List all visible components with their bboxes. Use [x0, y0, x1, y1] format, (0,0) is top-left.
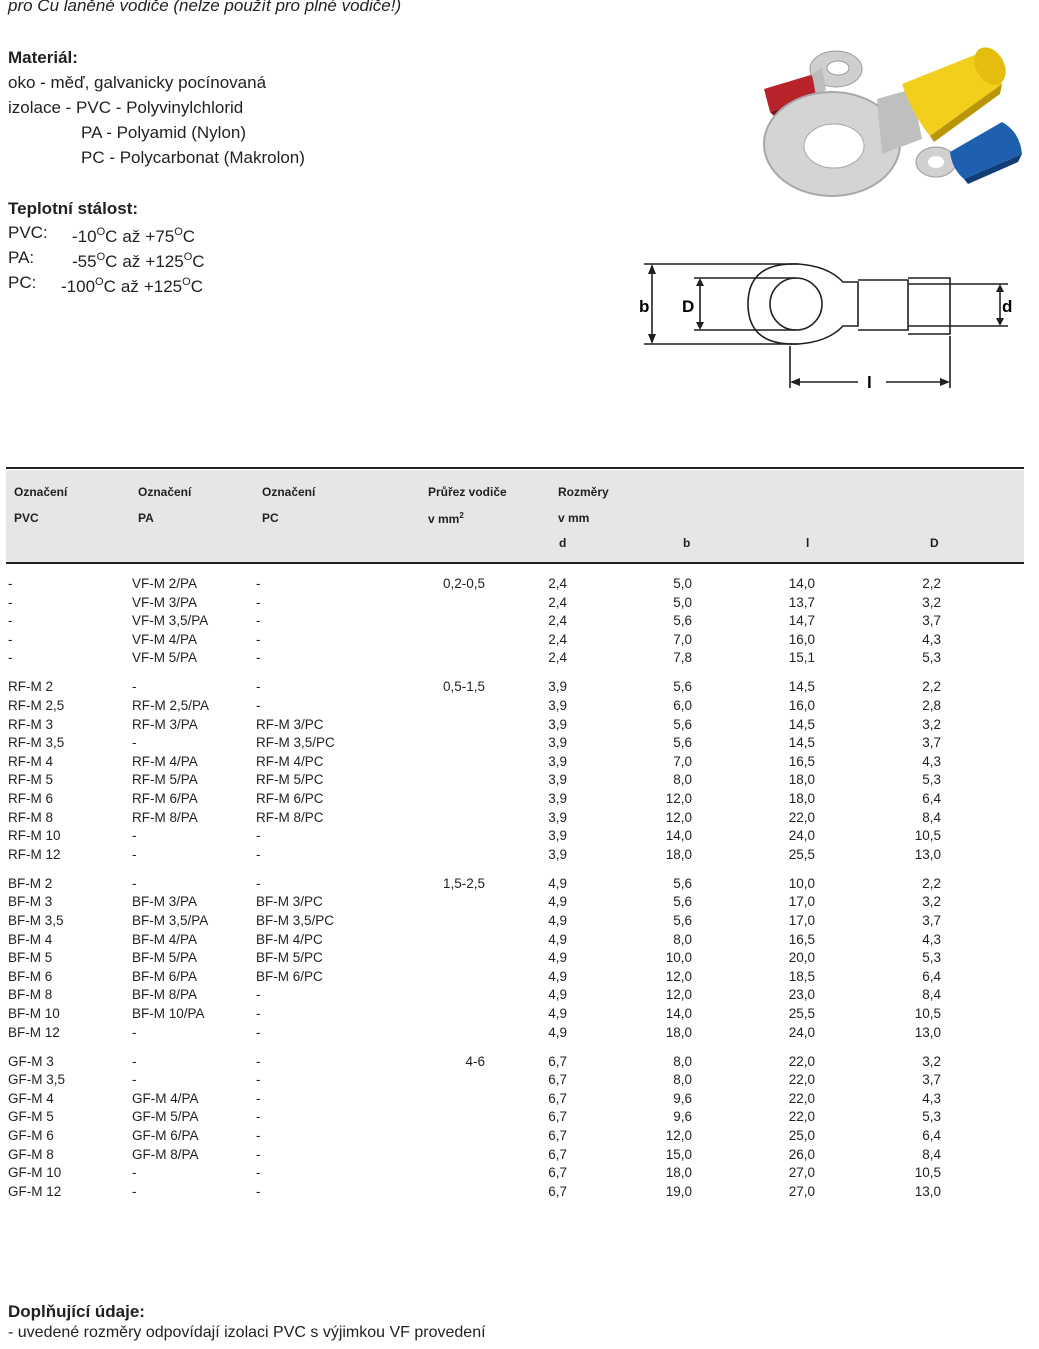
table-cell: 14,5: [788, 716, 815, 732]
table-cell: -: [256, 1053, 261, 1069]
table-cell: -: [256, 875, 261, 891]
table-cell: 27,0: [788, 1183, 815, 1199]
table-cell: BF-M 5/PA: [132, 950, 198, 966]
table-cell: 16,0: [788, 631, 815, 647]
table-cell: 18,0: [665, 1165, 692, 1181]
table-cell: 6,4: [922, 968, 941, 984]
table-cell: 5,3: [922, 772, 941, 788]
table-cell: 2,8: [922, 698, 941, 713]
table-cell: 4,3: [922, 753, 941, 769]
table-cell: 15,0: [665, 1146, 692, 1162]
table-cell: -: [132, 1053, 137, 1069]
table-cell: BF-M 6: [8, 968, 53, 984]
label-d: d: [1002, 297, 1013, 316]
header-pc-2: PC: [262, 511, 279, 525]
table-cell: 14,0: [665, 1006, 692, 1021]
table-cell: 5,0: [673, 594, 692, 610]
table-cell: 3,9: [548, 679, 567, 695]
table-cell: 4,9: [548, 931, 567, 947]
table-cell: 5,3: [922, 950, 941, 966]
footer-note: - uvedené rozměry odpovídají izolaci PVC s výjimkou VF provedení: [8, 1324, 486, 1341]
table-cell: 8,0: [673, 772, 692, 788]
table-cell: 25,5: [788, 1006, 815, 1021]
table-cell: 15,1: [788, 650, 815, 666]
table-cell: GF-M 3: [8, 1053, 54, 1069]
table-cell: 2,4: [548, 613, 567, 629]
table-cell: 27,0: [788, 1165, 815, 1181]
table-cell: 5,6: [673, 735, 692, 751]
table-cell: 6,7: [548, 1109, 567, 1125]
table-cell: RF-M 3,5/PC: [256, 735, 335, 751]
table-cell: 2,2: [922, 576, 941, 591]
table-cell: 8,4: [922, 987, 941, 1003]
header-pvc-2: PVC: [14, 511, 39, 525]
table-cell: VF-M 2/PA: [132, 576, 198, 591]
table-cell: 10,5: [914, 1006, 941, 1021]
table-cell: 5,6: [673, 894, 692, 910]
header-sub-d: d: [559, 536, 567, 550]
table-cell: 23,0: [788, 987, 815, 1003]
table-cell: 22,0: [788, 1109, 815, 1125]
table-cell: 25,5: [788, 846, 815, 862]
table-cell: 13,7: [788, 594, 815, 610]
cross-section-cell: 4-6: [465, 1053, 485, 1069]
table-cell: -: [256, 679, 261, 695]
table-cell: RF-M 4/PA: [132, 753, 198, 769]
table-cell: 3,9: [548, 772, 567, 788]
table-cell: 2,4: [548, 650, 567, 666]
table-cell: 13,0: [914, 1183, 941, 1199]
table-cell: -: [8, 594, 13, 610]
table-cell: 4,9: [548, 894, 567, 910]
table-cell: BF-M 12: [8, 1024, 60, 1040]
material-line: PC - Polycarbonat (Makrolon): [81, 148, 305, 167]
table-cell: 4,9: [548, 1024, 567, 1040]
table-cell: 5,6: [673, 679, 692, 695]
table-cell: -: [256, 1165, 261, 1181]
table-cell: 24,0: [788, 1024, 815, 1040]
table-cell: 4,3: [922, 931, 941, 947]
table-cell: 18,0: [665, 846, 692, 862]
table-cell: 12,0: [665, 1128, 692, 1143]
table-cell: RF-M 4: [8, 753, 53, 769]
table-cell: 18,5: [788, 968, 815, 984]
table-cell: -: [8, 631, 13, 647]
table-cell: -: [8, 613, 13, 629]
header-pvc-1: Označení: [14, 485, 68, 499]
table-cell: BF-M 4/PA: [132, 931, 198, 947]
table-cell: -: [256, 846, 261, 862]
table-cell: RF-M 3/PC: [256, 716, 324, 732]
table-cell: BF-M 6/PC: [256, 968, 323, 984]
table-cell: -: [132, 735, 137, 751]
table-cell: 13,0: [914, 1024, 941, 1040]
table-cell: 6,4: [922, 1128, 941, 1143]
table-cell: BF-M 3: [8, 894, 53, 910]
table-cell: -: [132, 1165, 137, 1181]
table-cell: -: [256, 631, 261, 647]
table-cell: GF-M 5: [8, 1109, 54, 1125]
table-cell: 3,9: [548, 809, 567, 825]
table-cell: RF-M 12: [8, 846, 61, 862]
label-b: b: [639, 297, 650, 316]
table-cell: 3,2: [922, 594, 941, 610]
header-sub-l: l: [806, 536, 810, 550]
material-heading: Materiál:: [8, 48, 78, 67]
table-cell: -: [256, 594, 261, 610]
table-cell: BF-M 3,5/PC: [256, 913, 335, 928]
table-cell: 3,2: [922, 716, 941, 732]
table-cell: 12,0: [665, 968, 692, 984]
table-cell: GF-M 8: [8, 1146, 54, 1162]
table-cell: BF-M 6/PA: [132, 968, 198, 984]
table-cell: 4,9: [548, 1006, 567, 1021]
table-cell: RF-M 6/PC: [256, 791, 324, 806]
table-cell: -: [256, 1128, 261, 1143]
table-cell: RF-M 5: [8, 772, 53, 788]
header-pa-1: Označení: [138, 485, 192, 499]
table-cell: -: [256, 1024, 261, 1040]
table-cell: RF-M 5/PC: [256, 772, 324, 788]
table-cell: 3,9: [548, 846, 567, 862]
table-cell: 3,2: [922, 1053, 941, 1069]
table-cell: 3,9: [548, 735, 567, 751]
table-cell: 3,9: [548, 828, 567, 844]
table-cell: 2,2: [922, 679, 941, 695]
table-cell: 12,0: [665, 791, 692, 806]
table-cell: 2,4: [548, 631, 567, 647]
table-cell: 4,3: [922, 1090, 941, 1106]
table-cell: RF-M 10: [8, 828, 61, 844]
table-cell: BF-M 3,5: [8, 913, 64, 928]
table-cell: 3,9: [548, 791, 567, 806]
table-cell: BF-M 4: [8, 931, 53, 947]
table-cell: -: [256, 576, 261, 591]
table-cell: BF-M 10/PA: [132, 1006, 205, 1021]
header-pa-2: PA: [138, 511, 154, 525]
table-cell: RF-M 5/PA: [132, 772, 198, 788]
table-cell: RF-M 3,5: [8, 735, 65, 751]
table-cell: 5,0: [673, 576, 692, 591]
table-cell: 14,0: [665, 828, 692, 844]
table-cell: 5,3: [922, 650, 941, 666]
table-cell: 6,7: [548, 1183, 567, 1199]
header-cross-1: Průřez vodiče: [428, 485, 507, 499]
table-cell: 6,0: [673, 698, 692, 713]
table-cell: -: [256, 650, 261, 666]
table-cell: 5,6: [673, 913, 692, 928]
table-cell: RF-M 2: [8, 679, 53, 695]
table-cell: 7,8: [673, 650, 692, 666]
table-cell: 4,9: [548, 875, 567, 891]
table-cell: 22,0: [788, 809, 815, 825]
table-cell: 8,0: [673, 1053, 692, 1069]
table-cell: 13,0: [914, 846, 941, 862]
table-cell: 3,2: [922, 894, 941, 910]
temperature-label: PVC:: [8, 223, 48, 242]
table-cell: GF-M 12: [8, 1183, 62, 1199]
table-cell: 16,5: [788, 931, 815, 947]
cross-section-cell: 1,5-2,5: [442, 875, 485, 891]
table-cell: BF-M 3,5/PA: [132, 913, 209, 928]
table-cell: GF-M 10: [8, 1165, 62, 1181]
table-cell: 7,0: [673, 631, 692, 647]
table-cell: GF-M 8/PA: [132, 1146, 199, 1162]
table-cell: 2,2: [922, 875, 941, 891]
table-cell: BF-M 3/PA: [132, 894, 198, 910]
material-line: oko - měď, galvanicky pocínovaná: [8, 73, 267, 92]
table-cell: RF-M 3/PA: [132, 716, 198, 732]
table-cell: 2,4: [548, 576, 567, 591]
table-cell: -: [132, 1072, 137, 1088]
table-cell: -: [256, 698, 261, 713]
table-cell: -: [132, 828, 137, 844]
table-cell: 6,7: [548, 1128, 567, 1143]
label-D: D: [682, 297, 695, 316]
table-cell: 6,7: [548, 1090, 567, 1106]
table-cell: 12,0: [665, 987, 692, 1003]
table-cell: 14,5: [788, 735, 815, 751]
table-cell: -: [256, 1090, 261, 1106]
table-cell: -: [8, 650, 13, 666]
table-cell: -: [132, 679, 137, 695]
table-cell: 5,6: [673, 875, 692, 891]
table-cell: 8,0: [673, 1072, 692, 1088]
table-cell: 8,4: [922, 1146, 941, 1162]
table-cell: GF-M 5/PA: [132, 1109, 199, 1125]
table-cell: 3,7: [922, 1072, 941, 1088]
table-cell: RF-M 8/PA: [132, 809, 198, 825]
table-cell: 4,9: [548, 913, 567, 928]
table-cell: 7,0: [673, 753, 692, 769]
table-cell: BF-M 4/PC: [256, 931, 323, 947]
table-cell: 10,0: [788, 875, 815, 891]
table-cell: GF-M 3,5: [8, 1072, 66, 1088]
table-cell: 8,0: [673, 931, 692, 947]
table-cell: 4,9: [548, 968, 567, 984]
table-cell: 9,6: [673, 1090, 692, 1106]
table-cell: -: [256, 1006, 261, 1021]
table-cell: 3,9: [548, 753, 567, 769]
table-cell: 3,9: [548, 716, 567, 732]
table-cell: 8,4: [922, 809, 941, 825]
header-cross-2: v $mm^2$: [428, 511, 464, 526]
table-cell: BF-M 10: [8, 1006, 60, 1021]
footer-heading: Doplňující údaje:: [8, 1302, 145, 1321]
table-cell: RF-M 8/PC: [256, 809, 324, 825]
table-cell: 9,6: [673, 1109, 692, 1125]
material-line: izolace - PVC - Polyvinylchlorid: [8, 98, 244, 117]
table-cell: -: [132, 875, 137, 891]
table-cell: BF-M 8: [8, 987, 53, 1003]
material-line: PA - Polyamid (Nylon): [81, 123, 247, 142]
table-cell: RF-M 4/PC: [256, 753, 324, 769]
table-cell: 20,0: [788, 950, 815, 966]
table-cell: VF-M 5/PA: [132, 650, 198, 666]
table-cell: GF-M 4/PA: [132, 1090, 199, 1106]
cross-section-cell: 0,2-0,5: [442, 576, 485, 591]
table-cell: VF-M 3/PA: [132, 594, 198, 610]
table-cell: BF-M 5/PC: [256, 950, 323, 966]
table-cell: -: [132, 846, 137, 862]
table-cell: 4,3: [922, 631, 941, 647]
header-pc-1: Označení: [262, 485, 316, 499]
table-cell: 5,6: [673, 613, 692, 629]
table-cell: 4,9: [548, 950, 567, 966]
table-cell: 22,0: [788, 1053, 815, 1069]
table-cell: BF-M 2: [8, 875, 53, 891]
table-cell: 2,4: [548, 594, 567, 610]
table-cell: 18,0: [788, 791, 815, 806]
table-cell: -: [256, 1072, 261, 1088]
table-cell: 24,0: [788, 828, 815, 844]
temperature-range: $-10^OC$ až $+75^OC$: [72, 226, 196, 246]
table-cell: RF-M 2,5: [8, 698, 65, 713]
table-cell: 18,0: [665, 1024, 692, 1040]
table-cell: 22,0: [788, 1072, 815, 1088]
table-cell: 3,7: [922, 913, 941, 928]
table-cell: 6,7: [548, 1053, 567, 1069]
table-cell: RF-M 8: [8, 809, 53, 825]
table-cell: -: [256, 1183, 261, 1199]
table-cell: RF-M 6/PA: [132, 791, 198, 806]
table-cell: 16,0: [788, 698, 815, 713]
header-sub-D: D: [930, 536, 939, 550]
table-cell: -: [132, 1024, 137, 1040]
header-sub-b: b: [683, 536, 691, 550]
table-cell: -: [256, 987, 261, 1003]
table-cell: -: [256, 828, 261, 844]
temperature-range: $-55^OC$ až $+125^OC$: [72, 251, 205, 271]
table-cell: 26,0: [788, 1146, 815, 1162]
table-cell: 14,0: [788, 576, 815, 591]
table-cell: 5,3: [922, 1109, 941, 1125]
table-cell: 14,5: [788, 679, 815, 695]
table-cell: VF-M 3,5/PA: [132, 613, 209, 629]
table-cell: GF-M 6/PA: [132, 1128, 199, 1143]
table-cell: 4,9: [548, 987, 567, 1003]
table-cell: 16,5: [788, 753, 815, 769]
table-cell: 18,0: [788, 772, 815, 788]
table-cell: 3,7: [922, 735, 941, 751]
table-cell: 17,0: [788, 894, 815, 910]
table-cell: -: [256, 1109, 261, 1125]
table-cell: 22,0: [788, 1090, 815, 1106]
table-cell: 10,5: [914, 828, 941, 844]
table-cell: 5,6: [673, 716, 692, 732]
table-cell: 10,0: [665, 950, 692, 966]
temperature-label: PA:: [8, 248, 35, 267]
table-cell: RF-M 2,5/PA: [132, 698, 210, 713]
temperature-label: PC:: [8, 273, 37, 292]
table-cell: RF-M 6: [8, 791, 53, 806]
table-cell: 19,0: [665, 1183, 692, 1199]
table-cell: 17,0: [788, 913, 815, 928]
label-l: l: [867, 373, 872, 392]
table-cell: -: [256, 1146, 261, 1162]
header-dims-1: Rozměry: [558, 485, 609, 499]
temperature-range: $-100^OC$ až $+125^OC$: [61, 276, 203, 296]
table-cell: GF-M 6: [8, 1128, 54, 1143]
table-cell: -: [256, 613, 261, 629]
table-cell: 6,4: [922, 791, 941, 806]
header-dims-2: v mm: [558, 511, 590, 525]
table-cell: 14,7: [788, 613, 815, 629]
cross-section-cell: 0,5-1,5: [442, 679, 485, 695]
table-cell: BF-M 5: [8, 950, 53, 966]
table-cell: -: [132, 1183, 137, 1199]
table-cell: 10,5: [914, 1165, 941, 1181]
table-cell: GF-M 4: [8, 1090, 54, 1106]
intro-text: pro Cu laněné vodiče (nelze použít pro plné vodiče!): [8, 0, 402, 15]
table-cell: BF-M 8/PA: [132, 987, 198, 1003]
table-cell: 6,7: [548, 1072, 567, 1088]
table-cell: VF-M 4/PA: [132, 631, 198, 647]
table-cell: -: [8, 576, 13, 591]
table-cell: 6,7: [548, 1146, 567, 1162]
table-cell: 3,9: [548, 698, 567, 713]
table-cell: 25,0: [788, 1128, 815, 1143]
temperature-heading: Teplotní stálost:: [8, 199, 139, 218]
table-cell: 3,7: [922, 613, 941, 629]
table-cell: 12,0: [665, 809, 692, 825]
table-cell: RF-M 3: [8, 716, 53, 732]
table-cell: 6,7: [548, 1165, 567, 1181]
table-cell: BF-M 3/PC: [256, 894, 323, 910]
